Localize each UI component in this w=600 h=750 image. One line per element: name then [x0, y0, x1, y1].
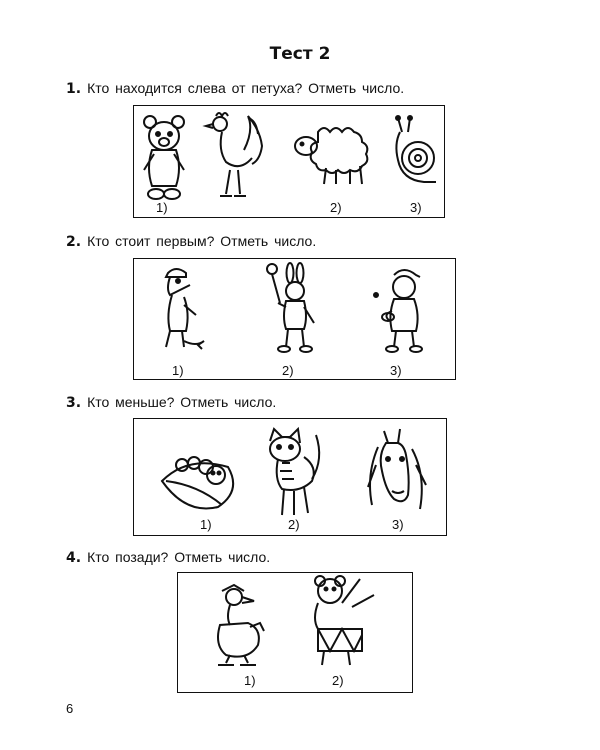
answer-label: 2) [330, 200, 342, 215]
page-number: 6 [66, 701, 74, 716]
question-text: Кто позади? Отметь число. [87, 549, 271, 565]
question-number: 4. [66, 550, 82, 566]
question-1 [66, 80, 404, 97]
answer-label: 1) [156, 200, 168, 215]
answer-label: 1) [172, 363, 184, 378]
answer-label: 2) [282, 363, 294, 378]
question-2-picture-box [133, 258, 456, 380]
answer-label: 3) [410, 200, 422, 215]
question-4-picture-box [177, 572, 413, 693]
caterpillar-icon [158, 451, 242, 515]
hare-icon [264, 263, 322, 357]
crocodile-icon [156, 265, 206, 357]
answer-label: 1) [244, 673, 256, 688]
question-4 [66, 549, 270, 566]
horse-icon [364, 425, 430, 517]
rooster-icon [204, 110, 264, 206]
sheep-icon [292, 122, 380, 188]
goose-icon [208, 583, 274, 669]
answer-label: 2) [332, 673, 344, 688]
question-text: Кто меньше? Отметь число. [87, 394, 277, 410]
question-number: 3. [66, 395, 82, 411]
answer-label: 3) [392, 517, 404, 532]
question-2 [66, 233, 316, 250]
question-text: Кто находится слева от петуха? Отметь число. [87, 80, 405, 96]
drummer-bear-icon [302, 575, 378, 669]
snail-icon [388, 114, 438, 194]
answer-label: 2) [288, 517, 300, 532]
question-3-picture-box [133, 418, 447, 536]
test-title: Тест 2 [269, 44, 331, 64]
answer-label: 1) [200, 517, 212, 532]
question-1-picture-box [133, 105, 445, 218]
question-text: Кто стоит первым? Отметь число. [87, 233, 317, 249]
boy-icon [372, 265, 430, 357]
cat-icon [264, 429, 328, 519]
answer-label: 3) [390, 363, 402, 378]
question-number: 2. [66, 234, 82, 250]
question-number: 1. [66, 81, 82, 97]
question-3 [66, 394, 276, 411]
bear-icon [142, 114, 186, 202]
